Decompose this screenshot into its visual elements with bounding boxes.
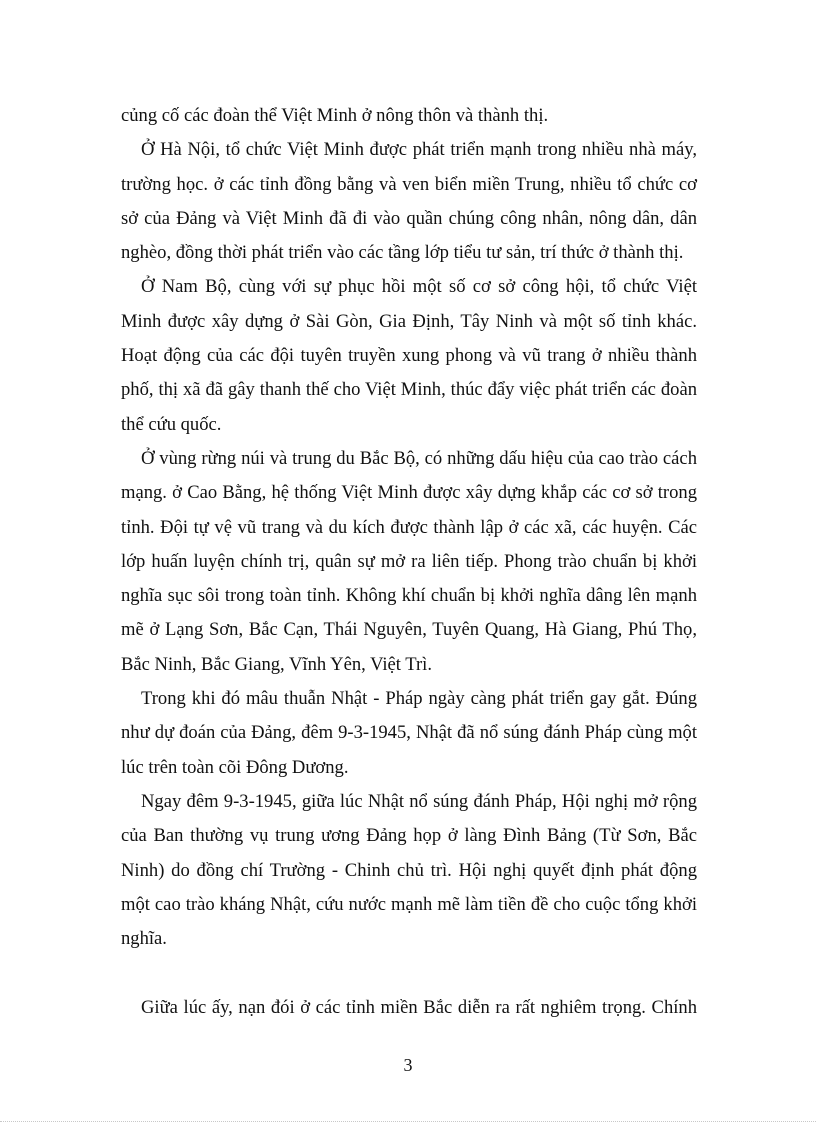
text-line: Ở Hà Nội, tổ chức Việt Minh được phát triển mạnh trong nhiều nhà máy, xyxy=(141,139,697,161)
text-line: Trong khi đó mâu thuẫn Nhật - Pháp ngày càng phát triển gay gắt. Đúng xyxy=(141,688,697,710)
text-line: Ở vùng rừng núi và trung du Bắc Bộ, có những dấu hiệu của cao trào cách xyxy=(141,447,697,469)
text-line: Ở Nam Bộ, cùng với sự phục hồi một số cơ sở công hội, tổ chức Việt xyxy=(141,276,697,298)
text-line: của Ban thường vụ trung ương Đảng họp ở làng Đình Bảng (Từ Sơn, Bắc xyxy=(121,825,697,847)
text-line: nghĩa sục sôi trong toàn tỉnh. Không khí chuẩn bị khởi nghĩa dâng lên mạnh xyxy=(121,585,697,607)
text-line: Bắc Ninh, Bắc Giang, Vĩnh Yên, Việt Trì. xyxy=(121,653,432,675)
text-line: Ninh) do đồng chí Trường - Chinh chủ trì. Hội nghị quyết định phát động xyxy=(121,859,697,881)
text-line: mạng. ở Cao Bằng, hệ thống Việt Minh được xây dựng khắp các cơ sở trong xyxy=(121,482,697,504)
text-line: lớp huấn luyện chính trị, quân sự mở ra liên tiếp. Phong trào chuẩn bị khởi xyxy=(121,550,697,572)
text-line: Hoạt động của các đội tuyên truyền xung phong và vũ trang ở nhiều thành xyxy=(121,345,697,367)
blank-line xyxy=(121,956,697,990)
text-line: Giữa lúc ấy, nạn đói ở các tỉnh miền Bắc diễn ra rất nghiêm trọng. Chính xyxy=(141,996,697,1018)
text-line: củng cố các đoàn thể Việt Minh ở nông thôn và thành thị. xyxy=(121,105,549,126)
text-line: phố, thị xã đã gây thanh thế cho Việt Minh, thúc đẩy việc phát triển các đoàn xyxy=(121,379,697,401)
text-line: nghĩa. xyxy=(121,928,167,950)
text-line: mẽ ở Lạng Sơn, Bắc Cạn, Thái Nguyên, Tuyên Quang, Hà Giang, Phú Thọ, xyxy=(121,619,697,641)
text-line: tỉnh. Đội tự vệ vũ trang và du kích được thành lập ở các xã, các huyện. Các xyxy=(121,516,697,538)
page-number: 3 xyxy=(403,1055,413,1075)
text-line: như dự đoán của Đảng, đêm 9-3-1945, Nhật đã nổ súng đánh Pháp cùng một xyxy=(121,722,697,744)
page-bottom-divider xyxy=(0,1121,816,1122)
text-line: nghèo, đồng thời phát triển vào các tầng lớp tiểu tư sản, trí thức ở thành thị. xyxy=(121,242,684,264)
text-line: thể cứu quốc. xyxy=(121,413,222,435)
text-line: một cao trào kháng Nhật, cứu nước mạnh mẽ làm tiền đề cho cuộc tổng khởi xyxy=(121,893,697,915)
text-line: lúc trên toàn cõi Đông Dương. xyxy=(121,756,349,778)
text-line: Minh được xây dựng ở Sài Gòn, Gia Định, Tây Ninh và một số tỉnh khác. xyxy=(121,310,697,332)
text-line: trường học. ở các tỉnh đồng bằng và ven biển miền Trung, nhiều tổ chức cơ xyxy=(121,173,697,195)
text-line: Ngay đêm 9-3-1945, giữa lúc Nhật nổ súng đánh Pháp, Hội nghị mở rộng xyxy=(141,790,697,812)
text-line: sở của Đảng và Việt Minh đã đi vào quần chúng công nhân, nông dân, dân xyxy=(121,207,697,229)
document-body xyxy=(121,99,697,1025)
